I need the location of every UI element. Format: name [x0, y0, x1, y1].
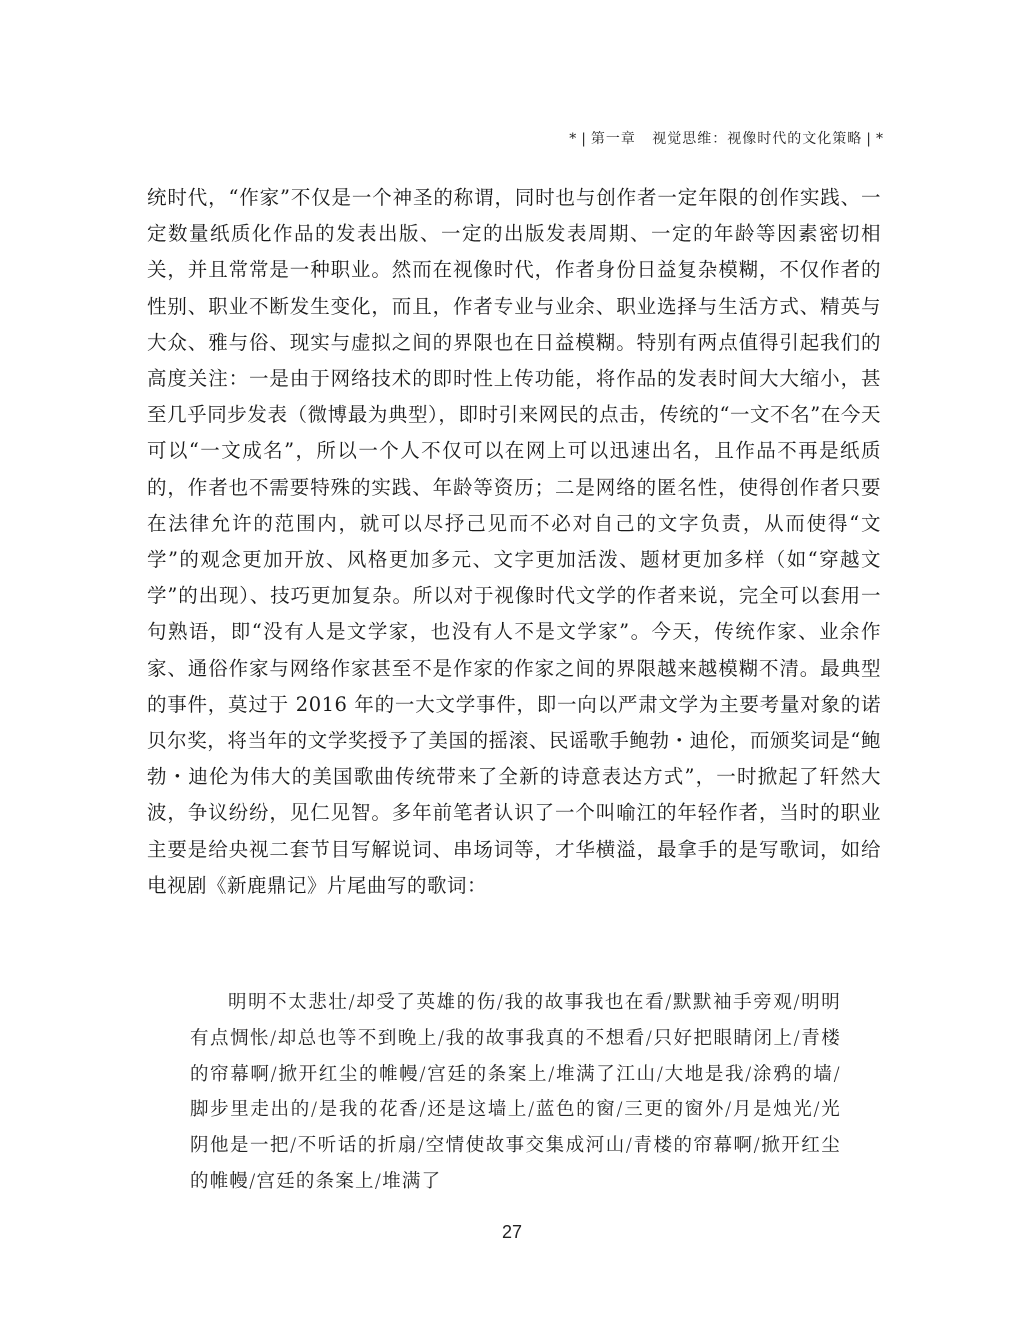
lyrics-quote: 明明不太悲壮/却受了英雄的伤/我的故事我也在看/默默袖手旁观/明明有点惆怅/却总也等不到晚上/我的故事我真的不想看/只好把眼睛闭上/青楼的帘幕啊/掀开红尘的帷幔/宫廷的条案上/堆满了江山/大地是我/涂鸦的墙/脚步里走出的/是我的花香/还是这墙上/蓝色的窗/三更的窗外/月是烛光/光阴他是一把/不听话的折扇/空情使故事交集成河山/青楼的帘幕啊/掀开红尘的帷幔/宫廷的条案上/堆满了	[190, 992, 841, 1192]
header-star-right: *	[876, 131, 884, 147]
body-paragraph: 统时代，“作家”不仅是一个神圣的称谓，同时也与创作者一定年限的创作实践、一定数量纸质化作品的发表出版、一定的出版发表周期、一定的年龄等因素密切相关，并且常常是一种职业。然而在视像时代，作者身份日益复杂模糊，不仅作者的性别、职业不断发生变化，而且，作者专业与业余、职业选择与生活方式、精英与大众、雅与俗、现实与虚拟之间的界限也在日益模糊。特别有两点值得引起我们的高度关注：一是由于网络技术的即时性上传功能，将作品的发表时间大大缩小，甚至几乎同步发表（微博最为典型），即时引来网民的点击，传统的“一文不名”在今天可以“一文成名”，所以一个人不仅可以在网上可以迅速出名，且作品不再是纸质的，作者也不需要特殊的实践、年龄等资历；二是网络的匿名性，使得创作者只要在法律允许的范围内，就可以尽抒己见而不必对自己的文字负责，从而使得“文学”的观念更加开放、风格更加多元、文字更加活泼、题材更加多样（如“穿越文学”的出现）、技巧更加复杂。所以对于视像时代文学的作者来说，完全可以套用一句熟语，即“没有人是文学家，也没有人不是文学家”。今天，传统作家、业余作家、通俗作家与网络作家甚至不是作家的作家之间的界限越来越模糊不清。最典型的事件，莫过于 2016 年的一大文学事件，即一向以严肃文学为主要考量对象的诺贝尔奖，将当年的文学奖授予了美国的摇滚、民谣歌手鲍勃・迪伦，而颁奖词是“鲍勃・迪伦为伟大的美国歌曲传统带来了全新的诗意表达方式”，一时掀起了轩然大波，争议纷纷，见仁见智。多年前笔者认识了一个叫喻江的年轻作者，当时的职业主要是给央视二套节目写解说词、串场词等，才华横溢，最拿手的是写歌词，如给电视剧《新鹿鼎记》片尾曲写的歌词：	[147, 186, 881, 897]
running-header	[569, 128, 884, 148]
header-star-left: *	[569, 131, 578, 147]
header-title: 视觉思维：视像时代的文化策略	[652, 131, 863, 147]
header-chapter: 第一章	[590, 131, 636, 147]
header-separator: |	[581, 131, 587, 147]
header-separator: |	[866, 131, 872, 147]
page-number: 27	[501, 1222, 523, 1242]
